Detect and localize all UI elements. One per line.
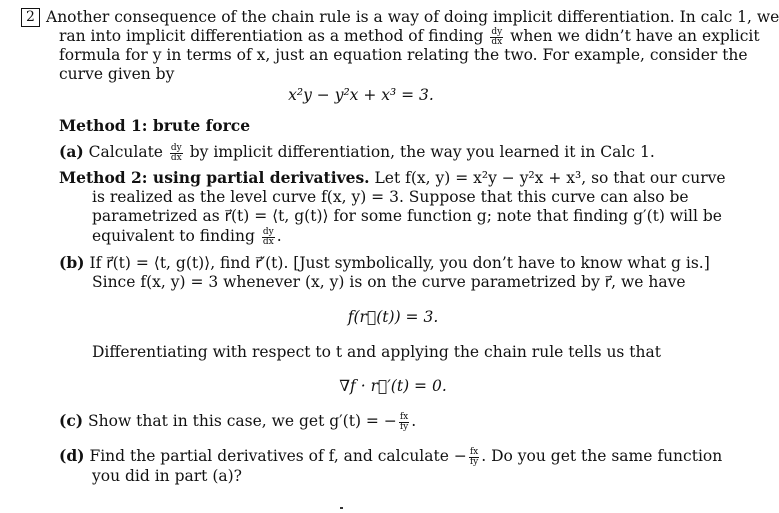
part-b-line-3: Differentiating with respect to t and applying the chain rule tells us that xyxy=(92,343,661,361)
part-d-line-2: you did in part (a)? xyxy=(92,467,242,485)
dydx-denominator: dx xyxy=(491,36,503,47)
equation-composition-text: f(r⃗(t)) = 3. xyxy=(347,308,439,326)
intro-line-1: Another consequence of the chain rule is a way of doing implicit differentiation. In calc 1, we xyxy=(46,8,779,26)
part-c-fraction xyxy=(399,413,409,432)
method-2-line-4: equivalent to finding $\frac{dy}{dx}$ . xyxy=(92,226,282,247)
intro-line-2-start: ran into implicit differentiation as a method of finding xyxy=(59,27,484,45)
method-2-line-2: is realized as the level curve f(x, y) = 3. Suppose that this curve can also be xyxy=(92,188,689,206)
intro-line-2-end: when we didn’t have an explicit xyxy=(510,27,760,45)
page-mark xyxy=(340,507,343,509)
part-d-line-1 xyxy=(59,446,722,467)
equation-gradient xyxy=(0,376,746,396)
part-c: (c) Show that in this case, we get g′(t) = − $\frac{fx}{fy}$ . xyxy=(59,411,417,432)
problem-number: 2 xyxy=(21,8,40,27)
intro-line-4: curve given by xyxy=(59,65,175,83)
method-2-dydx xyxy=(262,228,275,247)
method-1-heading xyxy=(59,116,250,136)
equation-curve xyxy=(0,85,714,105)
part-a xyxy=(59,142,655,163)
dydx-numerator: dy xyxy=(491,26,503,37)
part-a-dydx xyxy=(170,144,183,163)
part-b-line-2: Since f(x, y) = 3 whenever (x, y) is on the curve parametrized by r⃗, we have xyxy=(92,273,686,291)
part-b-l1: If r⃗(t) = ⟨t, g(t)⟩, find r⃗′(t). [Just symbolically, you don’t have to know what g is.] xyxy=(89,254,710,272)
intro-line-3: formula for y in terms of x, just an equation relating the two. For example, consider the xyxy=(59,46,748,64)
part-d-label: (d) xyxy=(59,446,85,465)
dydx-fraction xyxy=(490,28,503,47)
equation-composition xyxy=(0,307,746,327)
part-c-fx: fx xyxy=(399,411,409,422)
part-a-post: by implicit differentiation, the way you learned it in Calc 1. xyxy=(189,143,655,161)
part-d-fx: fx xyxy=(469,446,479,457)
part-c-label: (c) xyxy=(59,411,84,430)
part-a-label: (a) xyxy=(59,142,84,161)
part-b-label: (b) xyxy=(59,253,85,272)
method-2-l1: Let f(x, y) = x²y − y²x + x³, so that our curve xyxy=(374,169,726,187)
part-d-post: . Do you get the same function xyxy=(481,447,723,465)
part-d-fraction xyxy=(469,448,479,467)
part-a-pre: Calculate xyxy=(88,143,163,161)
method-2-dydx-den: dx xyxy=(262,236,274,247)
part-c-pre: Show that in this case, we get g′(t) = − xyxy=(88,412,397,430)
method-2-dydx-num: dy xyxy=(262,226,274,237)
method-2-title: Method 2: using partial derivatives. xyxy=(59,168,370,187)
equation-curve-text: x²y − y²x + x³ = 3. xyxy=(288,86,434,104)
method-2-line-3: parametrized as r⃗(t) = ⟨t, g(t)⟩ for some function g; note that finding g′(t) will be xyxy=(92,207,722,225)
intro-line-2 xyxy=(59,26,760,47)
part-b-line-1 xyxy=(59,253,710,273)
part-a-dydx-den: dx xyxy=(170,152,182,163)
method-2-l4: equivalent to finding xyxy=(92,227,255,245)
equation-gradient-text: ∇f · r⃗′(t) = 0. xyxy=(339,377,447,395)
method-2-line-1 xyxy=(59,168,726,188)
part-d-fy: fy xyxy=(469,456,479,467)
part-c-fy: fy xyxy=(399,421,409,432)
method-1-text: Method 1: brute force xyxy=(59,116,251,135)
part-a-dydx-num: dy xyxy=(170,142,182,153)
part-d-pre: Find the partial derivatives of f, and calculate − xyxy=(89,447,467,465)
